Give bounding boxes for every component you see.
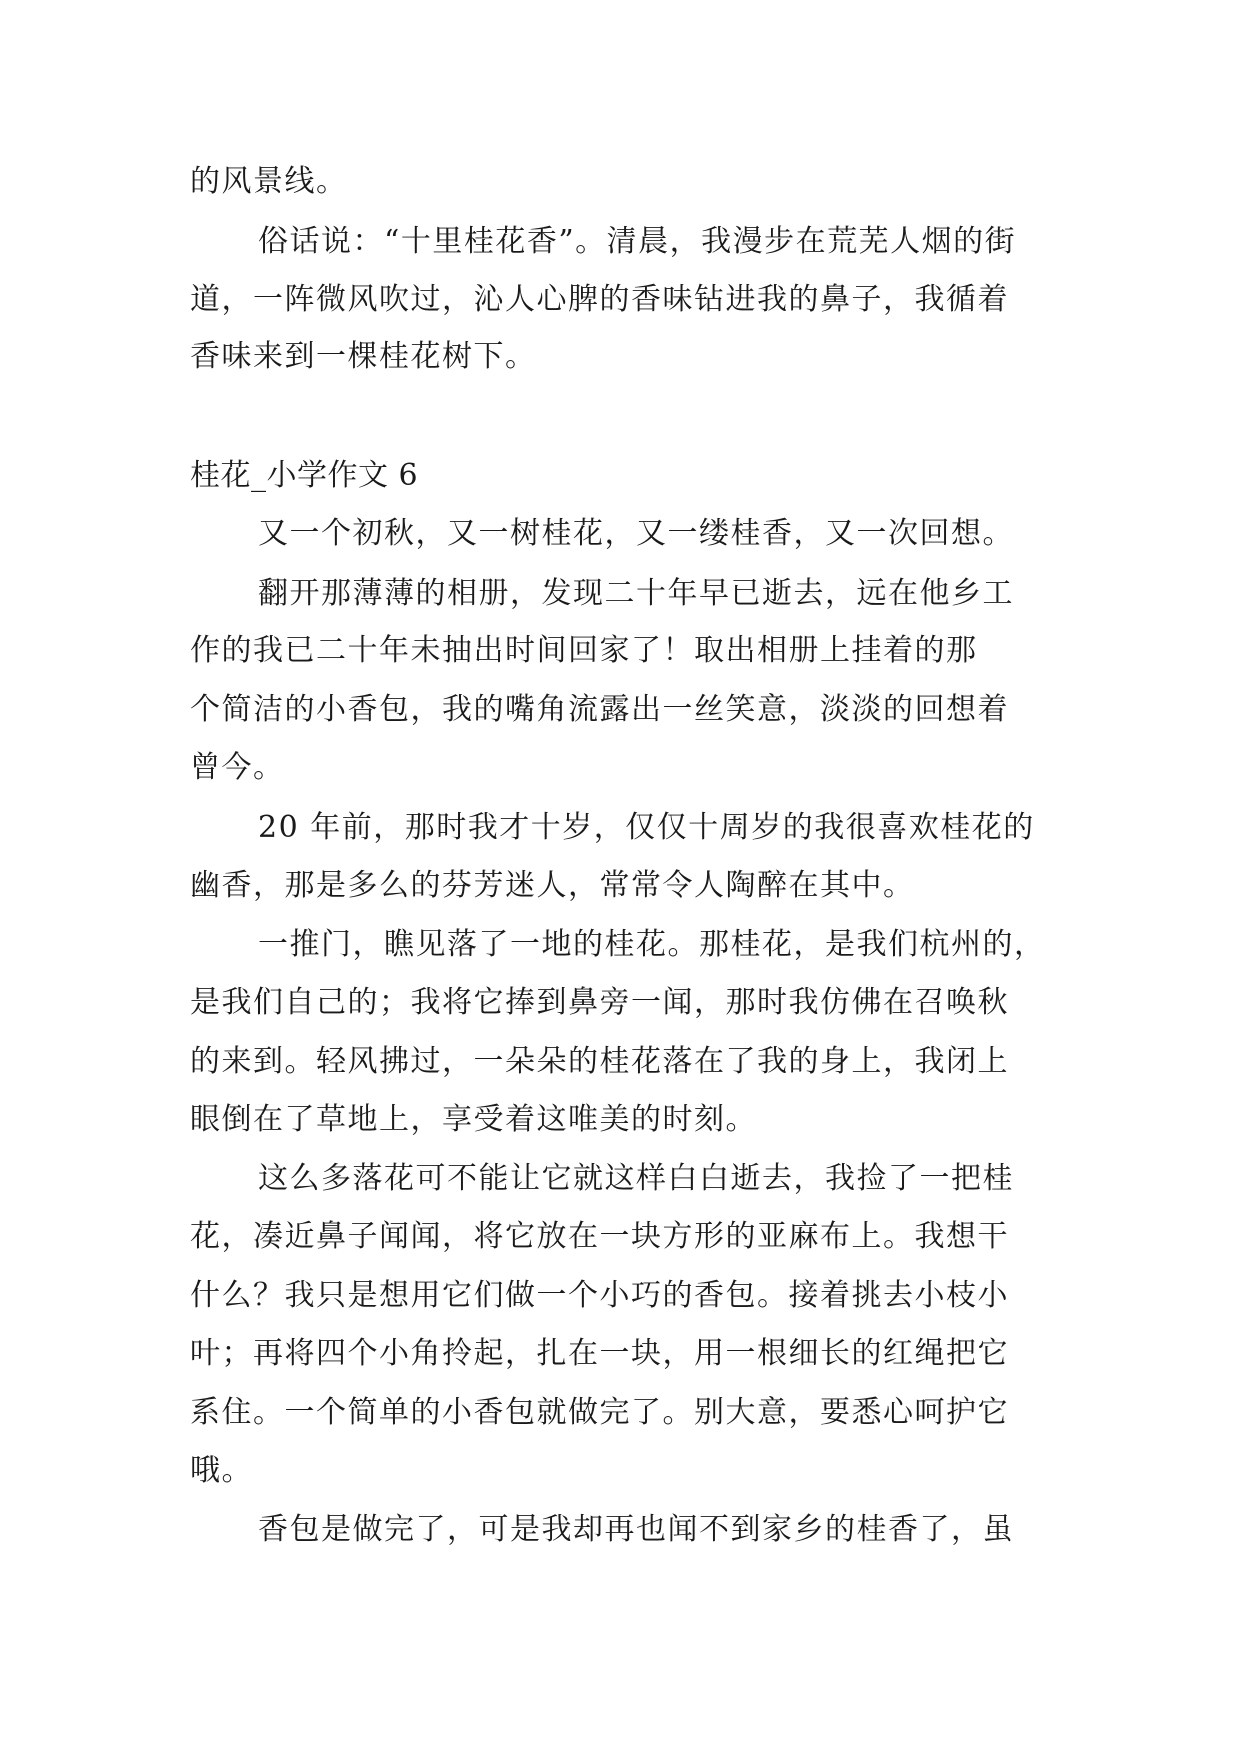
text-line: 的来到。轻风拂过，一朵朵的桂花落在了我的身上，我闭上	[190, 1044, 1009, 1079]
paragraph-line: 香包是做完了，可是我却再也闻不到家乡的桂香了，虽	[258, 1512, 1014, 1547]
paragraph-line: 翻开那薄薄的相册，发现二十年早已逝去，远在他乡工	[258, 576, 1014, 611]
text-line: 道，一阵微风吹过，沁人心脾的香味钻进我的鼻子，我循着	[190, 282, 1009, 317]
paragraph-line: 这么多落花可不能让它就这样白白逝去，我捡了一把桂	[258, 1161, 1014, 1196]
section-title: 桂花_小学作文 6	[190, 458, 419, 493]
text-line: 作的我已二十年未抽出时间回家了！取出相册上挂着的那	[190, 633, 978, 668]
text-line: 什么？我只是想用它们做一个小巧的香包。接着挑去小枝小	[190, 1278, 1009, 1313]
paragraph-line: 又一个初秋，又一树桂花，又一缕桂香，又一次回想。	[258, 516, 1014, 551]
text-line: 香味来到一棵桂花树下。	[190, 339, 537, 374]
text-line: 是我们自己的；我将它捧到鼻旁一闻，那时我仿佛在召唤秋	[190, 985, 1009, 1020]
text-line: 系住。一个简单的小香包就做完了。别大意，要悉心呵护它	[190, 1395, 1009, 1430]
text-line: 曾今。	[190, 750, 285, 785]
paragraph-line: 20 年前，那时我才十岁，仅仅十周岁的我很喜欢桂花的	[258, 810, 1035, 845]
text-line: 叶；再将四个小角拎起，扎在一块，用一根细长的红绳把它	[190, 1336, 1009, 1371]
text-line: 幽香，那是多么的芬芳迷人，常常令人陶醉在其中。	[190, 868, 915, 903]
text-line: 眼倒在了草地上，享受着这唯美的时刻。	[190, 1102, 757, 1137]
text-line: 的风景线。	[190, 164, 348, 199]
text-line: 花，凑近鼻子闻闻，将它放在一块方形的亚麻布上。我想干	[190, 1219, 1009, 1254]
paragraph-line: 一推门，瞧见落了一地的桂花。那桂花，是我们杭州的，	[258, 927, 1046, 962]
paragraph-line: 俗话说：“十里桂花香”。清晨，我漫步在荒芜人烟的街	[258, 224, 1017, 259]
text-line: 个简洁的小香包，我的嘴角流露出一丝笑意，淡淡的回想着	[190, 692, 1009, 727]
text-line: 哦。	[190, 1453, 253, 1488]
